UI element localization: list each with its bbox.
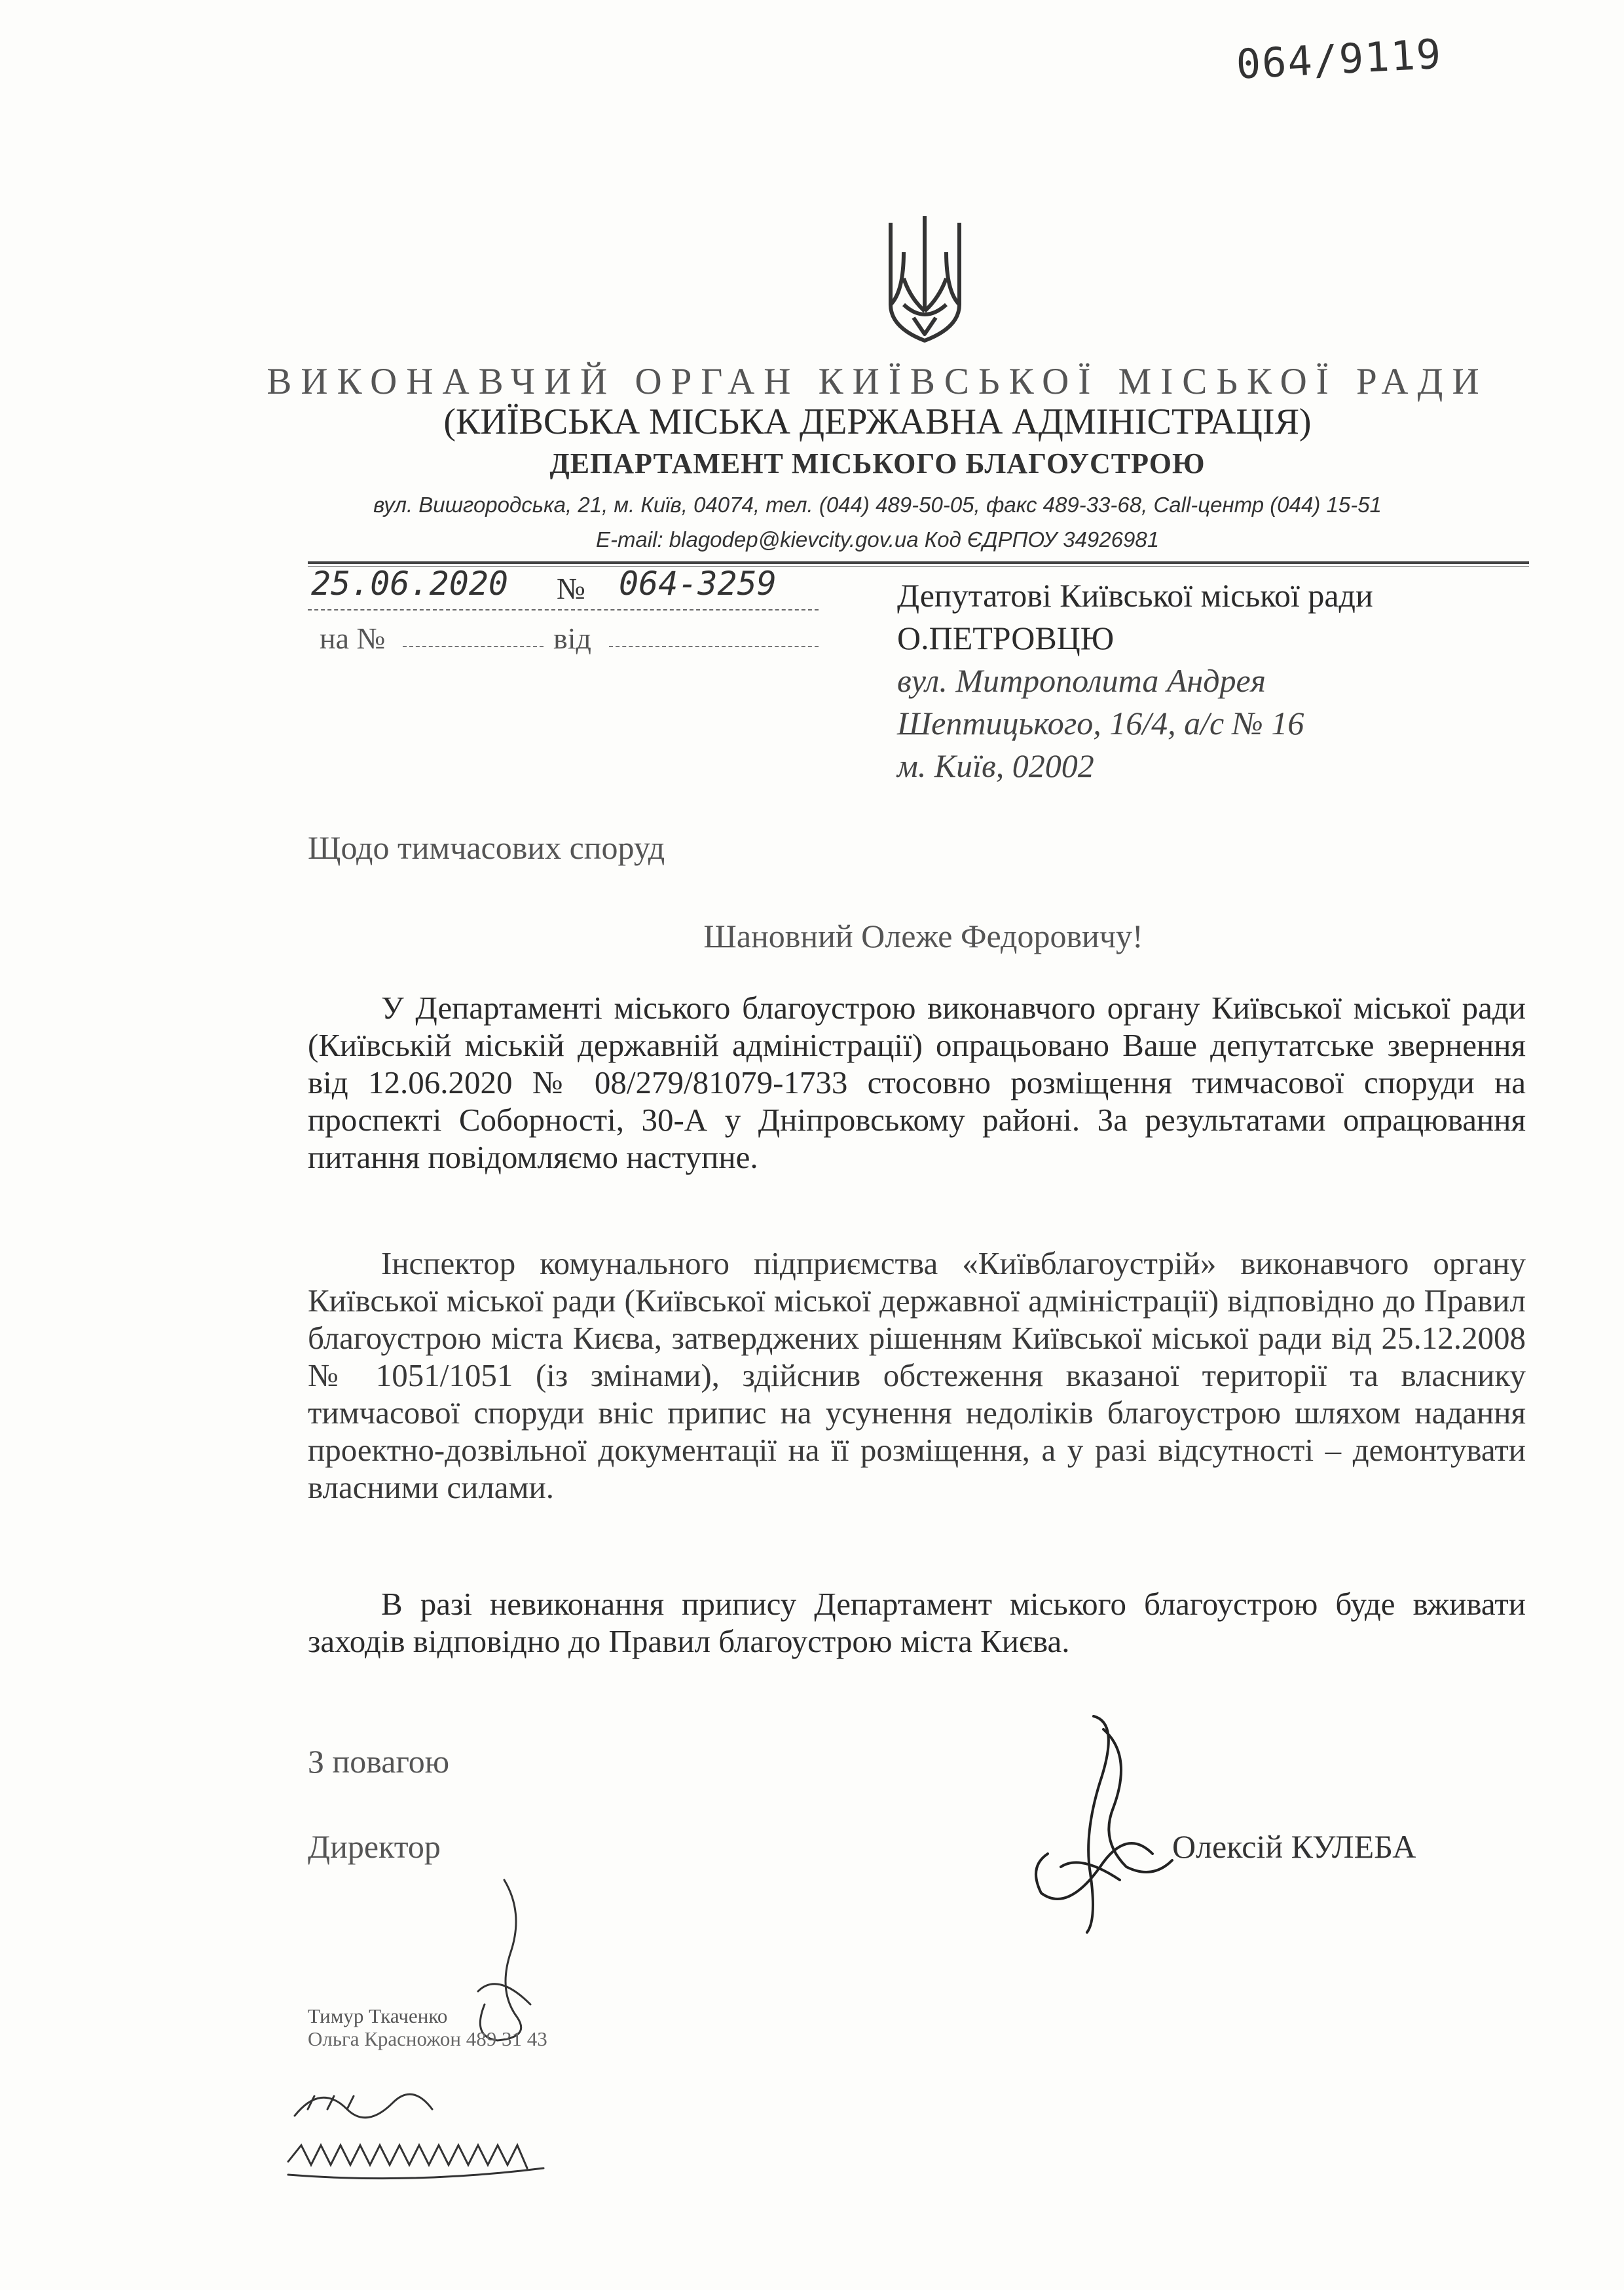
signer-position: Директор bbox=[308, 1828, 441, 1865]
director-signature bbox=[1022, 1703, 1179, 1939]
registration-number: 064-3259 bbox=[619, 565, 777, 603]
email-and-code: E-mail: blagodep@kievcity.gov.ua Код ЄДРПОУ 34926981 bbox=[595, 527, 1160, 552]
body-paragraph-1: У Департаменті міського благоустрою виконавчого органу Київської міської ради (Київській міській державній адміністрації) опрацьовано Ваше депутатське звернення від 12.06.2020 № 08/279/81079-1733 стосовно розміщення тимчасової споруди на проспекті Соборності, 30-А у Дніпровському районі. За результатами опрацювання питання повідомляємо наступне. bbox=[308, 990, 1526, 1175]
contact-info: вул. Вишгородська, 21, м. Київ, 04074, тел. (044) 489-50-05, факс 489-33-68, Call-центр (044) 15-51 bbox=[373, 493, 1382, 517]
department-name: ДЕПАРТАМЕНТ МІСЬКОГО БЛАГОУСТРОЮ bbox=[549, 447, 1206, 479]
handwritten-initials bbox=[282, 2070, 557, 2194]
handwritten-incoming-number: 064/9119 bbox=[1234, 29, 1443, 88]
org-name-line1: ВИКОНАВЧИЙ ОРГАН КИЇВСЬКОЇ МІСЬКОЇ РАДИ bbox=[267, 361, 1488, 402]
org-name-line2: (КИЇВСЬКА МІСЬКА ДЕРЖАВНА АДМІНІСТРАЦІЯ) bbox=[443, 402, 1312, 442]
body-paragraph-3: В разі невиконання припису Департамент міського благоустрою буде вживати заходів відповідно до Правил благоустрою міста Києва. bbox=[308, 1586, 1526, 1659]
addressee-name: О.ПЕТРОВЦЮ bbox=[897, 620, 1115, 656]
executor-contact: Ольга Красножон 489 31 43 bbox=[308, 2027, 547, 2050]
executor-name: Тимур Ткаченко bbox=[308, 2004, 448, 2027]
signer-name: Олексій КУЛЕБА bbox=[1172, 1828, 1416, 1865]
reply-from-label: від bbox=[553, 622, 591, 655]
body-paragraph-2: Інспектор комунального підприємства «Київблагоустрій» виконавчого органу Київської міської ради (Київської міської державної адміністрації) відповідно до Правил благоустрою міста Києва, затверджених рішенням Київської міської ради від 25.12.2008 № 1051/1051 (із змінами), здійснив обстеження вказаної території та власнику тимчасової споруди вніс припис на усунення недоліків благоустрою шляхом надання проектно-дозвільної документації на її розміщення, а у разі відсутності – демонтувати власними силами. bbox=[308, 1245, 1526, 1505]
salutation: Шановний Олеже Федоровичу! bbox=[703, 918, 1143, 954]
addressee-street: вул. Митрополита Андрея bbox=[897, 662, 1266, 699]
header-divider bbox=[308, 561, 1529, 564]
registration-number-label: № bbox=[557, 572, 585, 605]
reply-from-blank bbox=[609, 646, 819, 647]
letter-subject: Щодо тимчасових споруд bbox=[308, 829, 665, 866]
addressee-city: м. Київ, 02002 bbox=[897, 747, 1094, 784]
addressee-building: Шептицького, 16/4, а/с № 16 bbox=[897, 705, 1304, 741]
addressee-title: Депутатові Київської міської ради bbox=[897, 577, 1373, 614]
reply-to-label: на № bbox=[320, 622, 386, 655]
coat-of-arms-trident-icon bbox=[877, 213, 972, 347]
reply-to-blank bbox=[403, 646, 544, 647]
approval-signature bbox=[458, 1873, 544, 2044]
closing-regards: З повагою bbox=[308, 1743, 450, 1780]
registration-date: 25.06.2020 bbox=[311, 565, 509, 603]
